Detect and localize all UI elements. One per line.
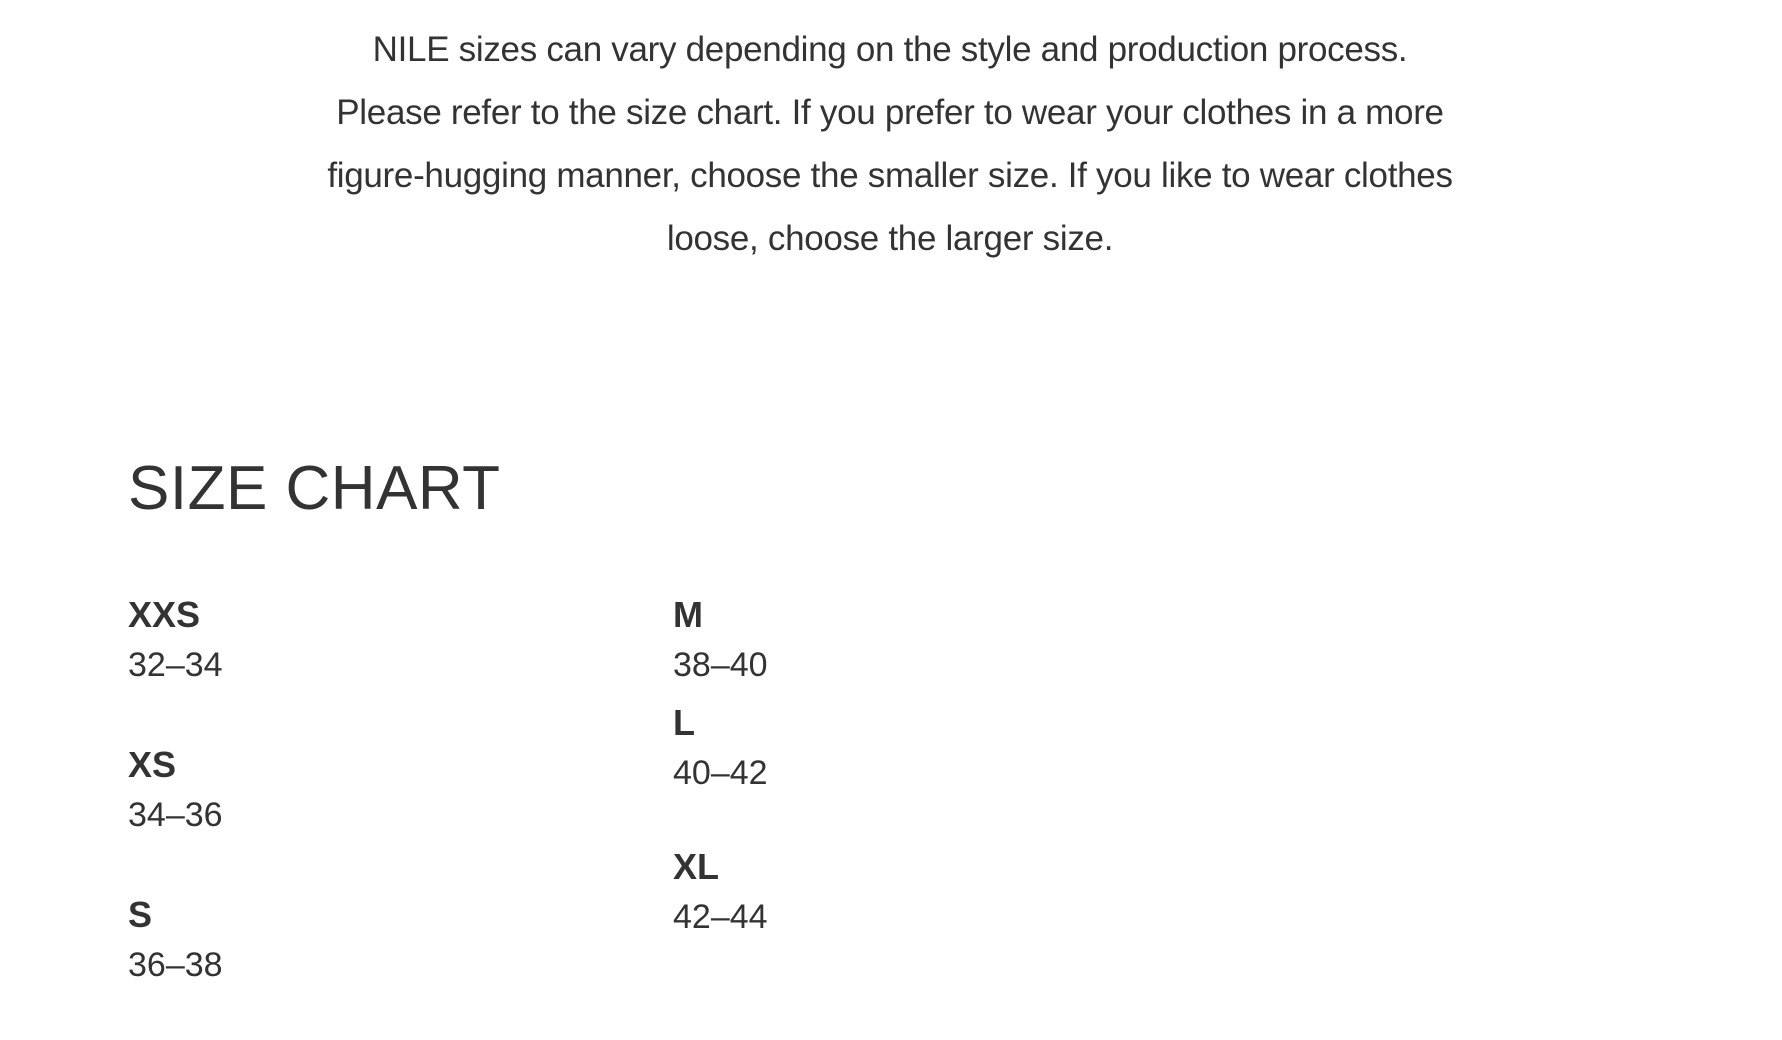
size-entry-l [673,698,768,798]
size-range: 38–40 [673,646,768,684]
size-range: 40–42 [673,754,768,792]
size-label: XL [673,846,720,887]
size-column-right [673,590,768,942]
size-range: 42–44 [673,898,768,936]
size-entry-xxs [128,590,223,690]
size-column-left [128,590,223,1040]
size-label: L [673,702,695,743]
size-entry-xl [673,842,768,942]
sizing-intro-text: NILE sizes can vary depending on the style and production process. Please refer to the size chart. If you prefer to wear your clothes in a more figure-hugging manner, choose the smaller size. If you like to wear clothes loose, choose the larger size. [327,30,1453,258]
size-range: 36–38 [128,946,223,984]
size-entry-m [673,590,768,690]
size-entry-xs [128,740,223,840]
size-range: 34–36 [128,796,223,834]
size-range: 32–34 [128,646,223,684]
size-label: XS [128,744,177,785]
size-entry-s [128,890,223,990]
size-label: M [673,594,703,635]
size-chart-title: SIZE CHART [128,454,501,523]
size-label: S [128,894,153,935]
size-label: XXS [128,594,201,635]
